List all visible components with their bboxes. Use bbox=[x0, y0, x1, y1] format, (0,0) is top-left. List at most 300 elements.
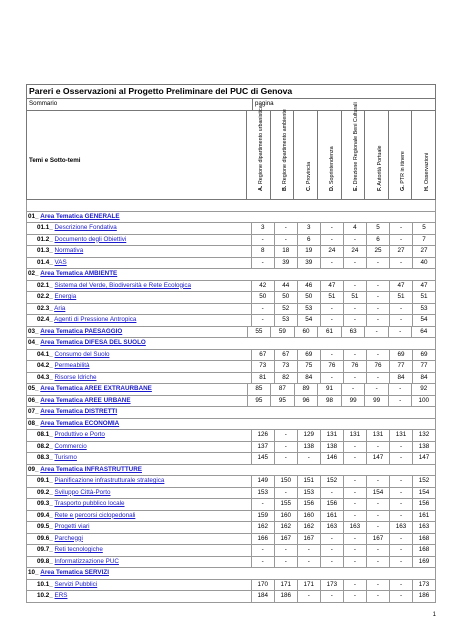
page-cell: - bbox=[367, 350, 390, 361]
page-cell: - bbox=[275, 453, 298, 464]
page-cell: 67 bbox=[252, 350, 275, 361]
page-cell: - bbox=[321, 258, 344, 269]
page-cell: - bbox=[344, 315, 367, 326]
row-code: 09.1_ bbox=[37, 477, 53, 484]
row-label bbox=[27, 580, 252, 591]
page-cell: - bbox=[367, 591, 390, 602]
page-cell: 132 bbox=[418, 431, 430, 438]
topic-link[interactable]: Area Tematica ECONOMIA bbox=[40, 419, 120, 427]
page-cell: 61 bbox=[318, 327, 342, 338]
page-cell: 173 bbox=[418, 580, 430, 588]
subtopic-link[interactable]: Parcheggi bbox=[54, 534, 83, 542]
column-letter: B. bbox=[282, 185, 289, 191]
row-code: 02.2_ bbox=[37, 293, 53, 300]
page-cell: 89 bbox=[295, 384, 319, 395]
page-cell: - bbox=[390, 534, 413, 545]
page-cell: 50 bbox=[252, 292, 275, 303]
subtopic-link[interactable]: Sviluppo Città-Porto bbox=[54, 488, 111, 496]
subtopic-row bbox=[26, 361, 436, 373]
column-header-label bbox=[353, 102, 359, 191]
subtopic-row bbox=[26, 235, 436, 247]
page-cell: - bbox=[367, 580, 390, 591]
column-header bbox=[342, 102, 366, 199]
page-cell: 27 bbox=[390, 246, 413, 257]
page-cell: - bbox=[390, 235, 413, 246]
row-label bbox=[27, 258, 252, 269]
page-cell: 53 bbox=[420, 304, 428, 312]
row-label bbox=[27, 246, 252, 257]
page-cell: - bbox=[321, 373, 344, 384]
page-cell: 84 bbox=[420, 373, 428, 381]
row-label bbox=[27, 269, 435, 280]
column-text: Regione dipartimento urbanistica bbox=[258, 105, 265, 185]
page-cell: 76 bbox=[321, 361, 344, 372]
column-text: Soprintendenza bbox=[329, 146, 336, 185]
row-code: 09.7_ bbox=[37, 546, 53, 553]
row-code: 09.5_ bbox=[37, 523, 53, 530]
page-cell: - bbox=[344, 235, 367, 246]
page-cell: - bbox=[344, 511, 367, 522]
page-cell: 161 bbox=[321, 511, 344, 522]
row-code: 09.6_ bbox=[37, 534, 53, 542]
page-cell: 160 bbox=[275, 511, 298, 522]
page-cell: - bbox=[321, 235, 344, 246]
column-header-label bbox=[329, 146, 335, 191]
page-cell: 6 bbox=[367, 235, 390, 246]
column-header bbox=[365, 111, 389, 199]
page-cell: - bbox=[275, 488, 298, 499]
subtopic-link[interactable]: Servizi Pubblici bbox=[54, 580, 98, 588]
page-cell: - bbox=[252, 304, 275, 315]
topic-link[interactable]: Area Tematica DIFESA DEL SUOLO bbox=[40, 339, 146, 346]
column-header bbox=[412, 111, 435, 199]
topic-link[interactable]: Area Tematica AREE URBANE bbox=[40, 396, 131, 404]
column-text: Osservazioni bbox=[423, 152, 430, 185]
page-cell: - bbox=[390, 258, 413, 269]
page-cell: - bbox=[344, 591, 367, 602]
row-label bbox=[27, 281, 252, 292]
page-cell: 166 bbox=[252, 534, 275, 545]
subtopic-link[interactable]: Trasporto pubblico locale bbox=[54, 500, 125, 507]
row-label bbox=[27, 465, 435, 476]
row-code: 04.3_ bbox=[37, 373, 53, 381]
page-cell: - bbox=[390, 511, 413, 522]
page-cell: 44 bbox=[275, 281, 298, 292]
subtopic-link[interactable]: ERS bbox=[54, 592, 68, 599]
row-label bbox=[27, 235, 252, 246]
topic-row bbox=[26, 384, 436, 396]
topic-link[interactable]: Area Tematica AMBIENTE bbox=[40, 270, 118, 277]
row-label bbox=[27, 488, 252, 499]
temi-header bbox=[27, 111, 247, 199]
row-code: 04.2_ bbox=[37, 362, 53, 369]
page-cell: 163 bbox=[418, 523, 430, 530]
page-cell: 4 bbox=[344, 223, 367, 234]
column-header-label bbox=[377, 145, 383, 191]
page-cell: - bbox=[344, 580, 367, 591]
row-code: 09_ bbox=[28, 465, 39, 473]
page-cell: - bbox=[344, 304, 367, 315]
column-header bbox=[318, 111, 342, 199]
subtopic-row bbox=[26, 246, 436, 258]
page-number: 1 bbox=[432, 612, 436, 618]
page-cell: - bbox=[367, 545, 390, 556]
row-label bbox=[27, 545, 252, 556]
page-cell: 18 bbox=[275, 246, 298, 257]
page-cell: 84 bbox=[298, 373, 321, 384]
subtopic-row bbox=[26, 557, 436, 569]
row-code: 06_ bbox=[28, 396, 39, 404]
topic-link[interactable]: Area Tematica SERVIZI bbox=[40, 569, 109, 576]
page-cell: 145 bbox=[252, 453, 275, 464]
subtopic-row bbox=[26, 442, 436, 454]
page-cell: 160 bbox=[298, 511, 321, 522]
page-cell: 154 bbox=[418, 488, 430, 496]
page-cell: 54 bbox=[420, 316, 428, 323]
column-letter: A. bbox=[258, 185, 265, 191]
page-cell: 76 bbox=[344, 361, 367, 372]
topic-link[interactable]: Area Tematica INFRASTRUTTURE bbox=[40, 465, 142, 473]
page-cell: 153 bbox=[298, 488, 321, 499]
page-cell: - bbox=[298, 557, 321, 568]
subtopic-link[interactable]: Informatizzazione PUC bbox=[54, 557, 119, 565]
topic-row bbox=[26, 419, 436, 431]
column-text: PTR in itinere bbox=[400, 151, 407, 184]
subtopic-row bbox=[26, 281, 436, 293]
page-cell: 3 bbox=[298, 223, 321, 234]
page-cell: 153 bbox=[252, 488, 275, 499]
page-cell: 150 bbox=[275, 476, 298, 487]
row-code: 10_ bbox=[28, 569, 39, 576]
page-cell: - bbox=[252, 557, 275, 568]
page-cell: - bbox=[321, 557, 344, 568]
column-header-label bbox=[306, 162, 312, 191]
row-code: 09.8_ bbox=[37, 557, 53, 565]
temi-label: Temi e Sotto-temi bbox=[29, 157, 81, 164]
subtopic-link[interactable]: Documento degli Obiettivi bbox=[54, 235, 127, 243]
page-cell: - bbox=[344, 534, 367, 545]
subtopic-row bbox=[26, 350, 436, 362]
subtopic-row bbox=[26, 522, 436, 534]
row-code: 04.1_ bbox=[37, 350, 53, 358]
page-cell: - bbox=[390, 591, 413, 602]
column-header-label bbox=[258, 105, 264, 191]
page-label: pagina bbox=[255, 100, 274, 107]
page-cell: - bbox=[321, 304, 344, 315]
column-letter: D. bbox=[329, 185, 336, 191]
page-cell: - bbox=[321, 545, 344, 556]
page-cell: 99 bbox=[342, 396, 366, 407]
subtopic-link[interactable]: Progetti viari bbox=[54, 523, 90, 530]
page-cell: 5 bbox=[422, 224, 426, 231]
subtopic-link[interactable]: Pianificazione infrastrutturale strategica bbox=[54, 477, 165, 484]
page-cell: 52 bbox=[275, 304, 298, 315]
page-cell: 50 bbox=[275, 292, 298, 303]
subtopic-link[interactable]: Rete e percorsi ciclopedonali bbox=[54, 511, 136, 519]
subtopic-link[interactable]: Aria bbox=[54, 304, 66, 312]
subtopic-link[interactable]: Descrizione Fondativa bbox=[54, 224, 117, 231]
page-cell: 50 bbox=[298, 292, 321, 303]
subtopic-link[interactable]: Permeabilità bbox=[54, 362, 90, 369]
topic-row bbox=[26, 407, 436, 419]
page-cell: 137 bbox=[252, 442, 275, 453]
page-cell: - bbox=[344, 373, 367, 384]
subtopic-link[interactable]: Turismo bbox=[54, 454, 77, 461]
page-cell: - bbox=[389, 396, 413, 407]
summary-header bbox=[26, 98, 436, 111]
page-cell: 149 bbox=[252, 476, 275, 487]
contents-table bbox=[26, 84, 436, 603]
page-cell: - bbox=[344, 453, 367, 464]
subtopic-row bbox=[26, 499, 436, 511]
row-label bbox=[27, 453, 252, 464]
page-cell: - bbox=[367, 499, 390, 510]
subtopic-link[interactable]: Energia bbox=[54, 293, 77, 300]
page-cell: 59 bbox=[271, 327, 295, 338]
subtopic-row bbox=[26, 430, 436, 442]
page-cell: - bbox=[252, 315, 275, 326]
page-cell: - bbox=[344, 281, 367, 292]
row-label bbox=[27, 223, 252, 234]
page-cell: 19 bbox=[298, 246, 321, 257]
page-cell: 7 bbox=[422, 235, 426, 243]
page-cell: - bbox=[344, 442, 367, 453]
subtopic-link[interactable]: Normativa bbox=[54, 247, 84, 254]
page-cell: - bbox=[390, 580, 413, 591]
page-cell: 152 bbox=[321, 476, 344, 487]
row-code: 08.3_ bbox=[37, 454, 53, 461]
row-label bbox=[27, 591, 252, 602]
page-cell: - bbox=[365, 384, 389, 395]
page-cell: - bbox=[389, 327, 413, 338]
row-code: 08.2_ bbox=[37, 442, 53, 450]
page-cell: 173 bbox=[321, 580, 344, 591]
page-cell: 171 bbox=[298, 580, 321, 591]
page-cell: 167 bbox=[275, 534, 298, 545]
page-cell: - bbox=[365, 327, 389, 338]
row-label bbox=[27, 373, 252, 384]
page-cell: 6 bbox=[298, 235, 321, 246]
topic-link[interactable]: Area Tematica GENERALE bbox=[40, 212, 120, 220]
spacer-row bbox=[26, 200, 436, 212]
page-cell: - bbox=[321, 591, 344, 602]
row-label bbox=[27, 361, 252, 372]
page-cell: 147 bbox=[367, 453, 390, 464]
page-cell: 64 bbox=[420, 327, 428, 335]
column-header bbox=[294, 111, 318, 199]
row-label bbox=[27, 511, 252, 522]
row-code: 02_ bbox=[28, 270, 39, 277]
page-cell: - bbox=[390, 223, 413, 234]
page-cell: 151 bbox=[298, 476, 321, 487]
page-cell: 129 bbox=[298, 430, 321, 441]
page-cell: 69 bbox=[420, 350, 428, 358]
page-cell: - bbox=[367, 304, 390, 315]
page-cell: 85 bbox=[248, 384, 272, 395]
subtopic-row bbox=[26, 580, 436, 592]
page-cell: 54 bbox=[298, 315, 321, 326]
subtopic-link[interactable]: Risorse Idriche bbox=[54, 373, 97, 381]
page-cell: 163 bbox=[321, 522, 344, 533]
page-cell: - bbox=[275, 223, 298, 234]
page-cell: 39 bbox=[298, 258, 321, 269]
column-text: Direzione Regionale Beni Culturali bbox=[352, 102, 359, 185]
page-cell: 163 bbox=[390, 522, 413, 533]
page-cell: 40 bbox=[420, 258, 428, 266]
page-cell: - bbox=[367, 476, 390, 487]
summary-label: Sommario bbox=[27, 99, 253, 110]
page-cell: - bbox=[367, 557, 390, 568]
row-code: 05_ bbox=[28, 385, 39, 392]
page-cell: 146 bbox=[321, 453, 344, 464]
row-code: 02.3_ bbox=[37, 304, 53, 312]
subtopic-link[interactable]: VAS bbox=[54, 258, 67, 266]
page-cell: 75 bbox=[298, 361, 321, 372]
row-code: 01.4_ bbox=[37, 258, 53, 266]
subtopic-link[interactable]: Produttivo e Porto bbox=[54, 431, 105, 438]
page-cell: 55 bbox=[248, 327, 272, 338]
page-cell: 69 bbox=[390, 350, 413, 361]
page-cell: - bbox=[390, 453, 413, 464]
page-cell: 3 bbox=[252, 223, 275, 234]
page-cell: 53 bbox=[298, 304, 321, 315]
page-cell: 186 bbox=[418, 592, 430, 599]
column-header bbox=[247, 105, 271, 199]
page-cell: 69 bbox=[298, 350, 321, 361]
row-label bbox=[27, 327, 248, 338]
page-cell: 51 bbox=[344, 292, 367, 303]
subtopic-row bbox=[26, 292, 436, 304]
page-cell: 24 bbox=[321, 246, 344, 257]
row-label bbox=[27, 499, 252, 510]
page-cell: - bbox=[275, 430, 298, 441]
page-cell: 131 bbox=[367, 430, 390, 441]
topic-link[interactable]: Area Tematica AREE EXTRAURBANE bbox=[40, 385, 152, 392]
page-cell: 25 bbox=[367, 246, 390, 257]
page-cell: 73 bbox=[275, 361, 298, 372]
page-cell: 168 bbox=[418, 534, 430, 542]
topic-row bbox=[26, 396, 436, 408]
page-cell: - bbox=[298, 545, 321, 556]
page-cell: 156 bbox=[298, 499, 321, 510]
topic-row bbox=[26, 269, 436, 281]
page-cell: - bbox=[367, 281, 390, 292]
page-cell: 27 bbox=[420, 247, 428, 254]
row-code: 09.2_ bbox=[37, 488, 53, 496]
page-cell: 8 bbox=[252, 246, 275, 257]
page-cell: 184 bbox=[252, 591, 275, 602]
page-cell: - bbox=[367, 511, 390, 522]
page-cell: 156 bbox=[321, 499, 344, 510]
topic-link[interactable]: Area Tematica PAESAGGIO bbox=[40, 327, 123, 335]
row-code: 10.1_ bbox=[37, 580, 53, 588]
subtopic-link[interactable]: Agenti di Pressione Antropica bbox=[54, 316, 137, 323]
page-cell: - bbox=[367, 258, 390, 269]
column-text: Regione dipartimento ambiente bbox=[282, 109, 289, 185]
page-cell: - bbox=[344, 350, 367, 361]
topic-row bbox=[26, 338, 436, 350]
row-label bbox=[27, 384, 248, 395]
page-cell: 92 bbox=[420, 385, 428, 392]
page-cell: 147 bbox=[418, 454, 430, 461]
topic-row bbox=[26, 212, 436, 224]
page-cell: - bbox=[367, 442, 390, 453]
page-cell: 186 bbox=[275, 591, 298, 602]
row-label bbox=[27, 442, 252, 453]
subtopic-row bbox=[26, 258, 436, 270]
page-cell: 82 bbox=[275, 373, 298, 384]
page-cell: 67 bbox=[275, 350, 298, 361]
subtopic-link[interactable]: Sistema del Verde, Biodiversità e Rete Ecologica bbox=[54, 281, 192, 289]
page-cell: 73 bbox=[252, 361, 275, 372]
page-cell: 5 bbox=[367, 223, 390, 234]
page-cell: 100 bbox=[418, 396, 429, 404]
page-cell: 77 bbox=[420, 362, 428, 369]
row-code: 01_ bbox=[28, 212, 39, 220]
row-code: 04_ bbox=[28, 339, 39, 346]
page-cell: - bbox=[344, 499, 367, 510]
page-cell: - bbox=[252, 258, 275, 269]
column-header-label bbox=[282, 109, 288, 191]
column-text: Autorità Portuale bbox=[376, 145, 383, 186]
page-cell: 91 bbox=[318, 384, 342, 395]
page-cell: 47 bbox=[321, 281, 344, 292]
row-label bbox=[27, 407, 435, 418]
row-label bbox=[27, 522, 252, 533]
subtopic-link[interactable]: Commercio bbox=[54, 442, 87, 450]
subtopic-link[interactable]: Consumo del Suolo bbox=[54, 350, 110, 358]
page-cell: 138 bbox=[321, 442, 344, 453]
subtopic-link[interactable]: Reti tecnologiche bbox=[54, 546, 103, 553]
page-cell: - bbox=[275, 235, 298, 246]
page-cell: 46 bbox=[298, 281, 321, 292]
page-cell: 95 bbox=[248, 396, 272, 407]
row-label bbox=[27, 292, 252, 303]
topic-link[interactable]: Area Tematica DISTRETTI bbox=[40, 408, 118, 415]
page-cell: 95 bbox=[271, 396, 295, 407]
page-cell: - bbox=[252, 545, 275, 556]
page-cell: 138 bbox=[418, 442, 430, 450]
page-cell: 126 bbox=[252, 430, 275, 441]
column-letter: E. bbox=[352, 185, 359, 191]
page-cell: - bbox=[344, 545, 367, 556]
page-cell: 87 bbox=[271, 384, 295, 395]
page-cell: 53 bbox=[275, 315, 298, 326]
page-cell: 84 bbox=[390, 373, 413, 384]
page-cell: 39 bbox=[275, 258, 298, 269]
page-cell: - bbox=[367, 522, 390, 533]
page-cell: 167 bbox=[367, 534, 390, 545]
column-letter: C. bbox=[305, 185, 312, 191]
column-letter: H. bbox=[423, 185, 430, 191]
page-cell: 162 bbox=[252, 522, 275, 533]
page-cell: 96 bbox=[295, 396, 319, 407]
row-label bbox=[27, 396, 248, 407]
topic-row bbox=[26, 568, 436, 580]
row-code: 01.3_ bbox=[37, 247, 53, 254]
page-cell: - bbox=[321, 315, 344, 326]
subtopic-row bbox=[26, 488, 436, 500]
page-cell: - bbox=[321, 534, 344, 545]
page-cell: 63 bbox=[342, 327, 366, 338]
page-cell: 170 bbox=[252, 580, 275, 591]
page-cell: 98 bbox=[318, 396, 342, 407]
page-cell: 171 bbox=[275, 580, 298, 591]
page-cell: 24 bbox=[344, 246, 367, 257]
row-code: 03_ bbox=[28, 327, 39, 335]
page-cell: 51 bbox=[390, 292, 413, 303]
subtopic-row bbox=[26, 373, 436, 385]
